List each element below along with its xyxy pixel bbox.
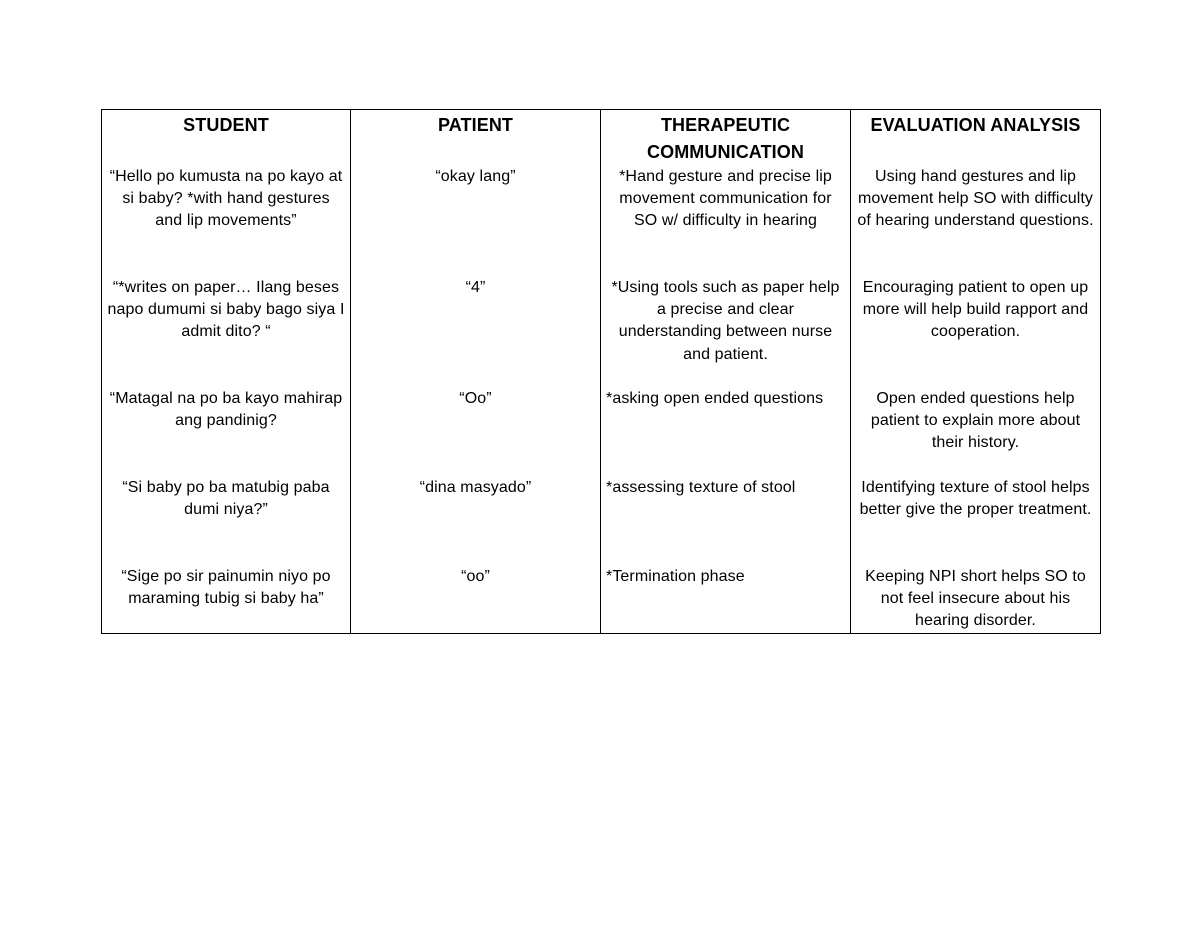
cell-therapeutic: *Hand gesture and precise lip movement communication for SO w/ difficulty in hearing [601,166,851,277]
cell-evaluation: Identifying texture of stool helps better give the proper treatment. [851,477,1101,566]
cell-therapeutic: *Termination phase [601,566,851,633]
cell-therapeutic: *asking open ended questions [601,388,851,477]
table-row [102,566,1101,633]
cell-student: “Hello po kumusta na po kayo at si baby? *with hand gestures and lip movements” [102,166,351,277]
cell-patient: “4” [351,277,601,388]
cell-patient: “oo” [351,566,601,633]
header-evaluation-analysis: EVALUATION ANALYSIS [851,110,1101,167]
header-patient: PATIENT [351,110,601,167]
cell-evaluation: Encouraging patient to open up more will help build rapport and cooperation. [851,277,1101,388]
header-row [102,110,1101,167]
cell-therapeutic: *assessing texture of stool [601,477,851,566]
cell-therapeutic: *Using tools such as paper help a precise and clear understanding between nurse and patient. [601,277,851,388]
cell-student: “Matagal na po ba kayo mahirap ang pandinig? [102,388,351,477]
cell-student: “Sige po sir painumin niyo po maraming tubig si baby ha” [102,566,351,633]
table-row [102,477,1101,566]
cell-student: “Si baby po ba matubig paba dumi niya?” [102,477,351,566]
header-student: STUDENT [102,110,351,167]
cell-patient: “okay lang” [351,166,601,277]
cell-evaluation: Using hand gestures and lip movement help SO with difficulty of hearing understand questions. [851,166,1101,277]
table-row [102,388,1101,477]
cell-student: “*writes on paper… Ilang beses napo dumumi si baby bago siya I admit dito? “ [102,277,351,388]
cell-evaluation: Keeping NPI short helps SO to not feel insecure about his hearing disorder. [851,566,1101,633]
table-row [102,277,1101,388]
cell-patient: “Oo” [351,388,601,477]
cell-patient: “dina masyado” [351,477,601,566]
cell-evaluation: Open ended questions help patient to explain more about their history. [851,388,1101,477]
header-therapeutic-communication: THERAPEUTIC COMMUNICATION [601,110,851,167]
communication-table [101,109,1101,634]
table-row [102,166,1101,277]
